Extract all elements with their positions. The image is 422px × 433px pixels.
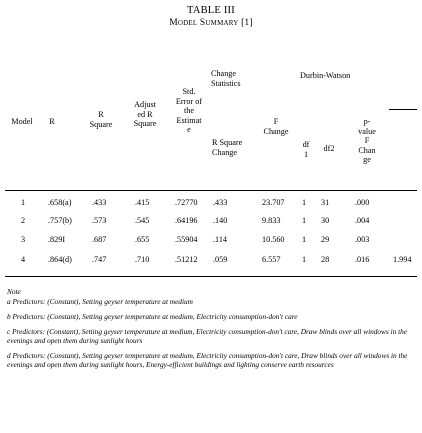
table-row-2-adjusted: .545 xyxy=(135,216,150,225)
table-row-4-p-value: .016 xyxy=(355,255,370,264)
table-row-1-adjusted: .415 xyxy=(135,198,150,207)
table-row-1-r-square-change: .433 xyxy=(213,198,228,207)
table-row-4-model: 4 xyxy=(21,255,26,264)
table-row-1-df1: 1 xyxy=(302,198,307,207)
header-f-change: F Change xyxy=(263,117,289,136)
table-row-3-std-error: .55904 xyxy=(175,235,198,244)
table-row-4-df1: 1 xyxy=(302,255,307,264)
table-row-2-model: 2 xyxy=(21,216,26,225)
header-r-square: R Square xyxy=(89,110,113,129)
table-row-2-std-error: .64196 xyxy=(175,216,198,225)
table-row-2-f-change: 9.833 xyxy=(262,216,281,225)
table-title: TABLE III xyxy=(187,5,235,16)
table-row-3-df1: 1 xyxy=(302,235,307,244)
note-c: c Predictors: (Constant), Setting geyser temperature at medium, Electricity consumption-don't care, Draw blinds over all windows in the evenings and open them during sunlight hours xyxy=(7,327,407,345)
table-row-4-r-square-change: .059 xyxy=(213,255,228,264)
header-adjusted-r-square: Adjust ed R Square xyxy=(133,100,157,128)
header-r: R xyxy=(49,117,55,126)
table-row-4-r-square: .747 xyxy=(92,255,107,264)
durbin-watson-rule xyxy=(389,109,417,110)
header-model: Model xyxy=(11,117,33,126)
table-bottom-rule xyxy=(5,276,417,277)
table-row-1-p-value: .000 xyxy=(355,198,370,207)
note-a: a Predictors: (Constant), Setting geyser temperature at medium xyxy=(7,297,193,306)
table-row-3-model: 3 xyxy=(21,235,26,244)
header-p-value: p- value F Chan ge xyxy=(358,117,376,164)
table-row-4-f-change: 6.557 xyxy=(262,255,281,264)
table-row-1-model: 1 xyxy=(21,198,26,207)
table-row-3-r: .829I xyxy=(48,235,66,244)
table-row-1-r-square: .433 xyxy=(92,198,107,207)
header-df2: df2 xyxy=(323,144,335,153)
header-bottom-rule xyxy=(5,190,417,191)
header-df1: df 1 xyxy=(302,140,310,159)
table-row-2-df2: 30 xyxy=(321,216,330,225)
note-label: Note xyxy=(7,287,21,296)
table-row-3-adjusted: .655 xyxy=(135,235,150,244)
note-b: b Predictors: (Constant), Setting geyser temperature at medium, Electricity consumption-don't care xyxy=(7,312,298,321)
header-change-statistics: Change Statistics xyxy=(211,69,241,88)
table-row-4-df2: 28 xyxy=(321,255,330,264)
table-row-3-r-square: .687 xyxy=(92,235,107,244)
table-row-3-p-value: .003 xyxy=(355,235,370,244)
table-row-2-r-square-change: .140 xyxy=(213,216,228,225)
table-row-1-r: .658(a) xyxy=(48,198,72,207)
table-row-3-f-change: 10.560 xyxy=(262,235,285,244)
note-d: d Predictors: (Constant), Setting geyser temperature at medium, Electricity consumption-don't care, Draw blinds over all windows in the evenings and open them during sunlight hours, Energy-efficient buildings and lighting conserve earth resources xyxy=(7,351,408,369)
table-row-3-df2: 29 xyxy=(321,235,330,244)
table-row-3-r-square-change: .114 xyxy=(213,235,228,244)
table-row-4-r: .864(d) xyxy=(48,255,72,264)
table-row-1-f-change: 23.707 xyxy=(262,198,285,207)
table-subtitle: Model Summary [1] xyxy=(169,18,253,28)
table-row-1-df2: 31 xyxy=(321,198,330,207)
header-std-error: Std. Error of the Estimat e xyxy=(175,87,203,134)
table-row-2-r-square: .573 xyxy=(92,216,107,225)
table-row-2-r: .757(b) xyxy=(48,216,72,225)
header-r-square-change: R Square Change xyxy=(212,138,243,157)
table-row-4-durbin-watson: 1.994 xyxy=(393,255,412,264)
header-durbin-watson: Durbin-Watson xyxy=(300,71,351,80)
table-row-2-df1: 1 xyxy=(302,216,307,225)
table-row-4-std-error: .51212 xyxy=(175,255,198,264)
table-row-4-adjusted: .710 xyxy=(135,255,150,264)
table-row-2-p-value: .004 xyxy=(355,216,370,225)
table-notes xyxy=(7,287,417,375)
table-row-1-std-error: .72770 xyxy=(175,198,198,207)
